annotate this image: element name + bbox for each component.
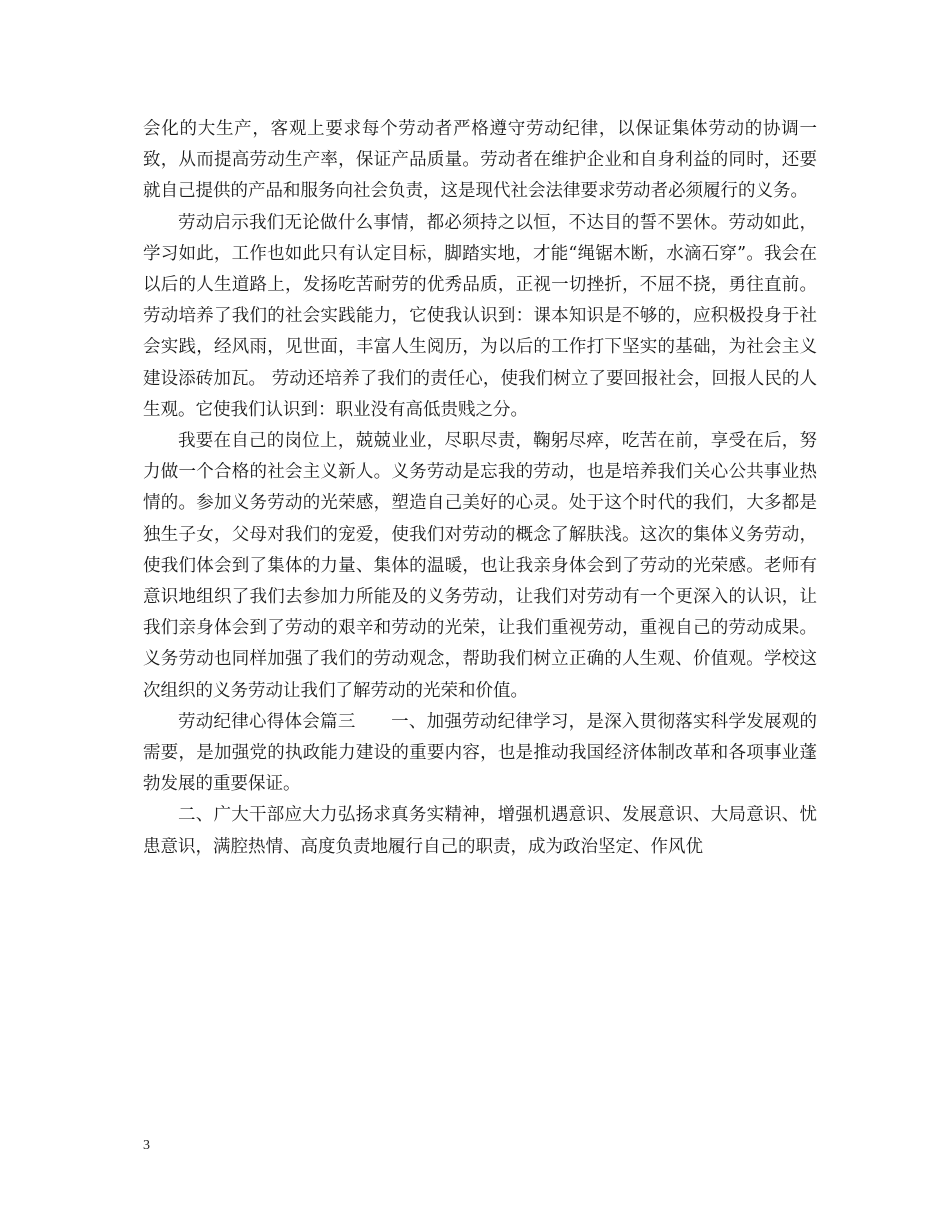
paragraph-3: 我要在自己的岗位上，兢兢业业，尽职尽责，鞠躬尽瘁，吃苦在前，享受在后，努力做一个合格的社会主义新人。义务劳动是忘我的劳动，也是培养我们关心公共事业热情的。参加义务劳动的光荣感，塑造自己美好的心灵。处于这个时代的我们，大多都是独生子女，父母对我们的宠爱，使我们对劳动的概念了解肤浅。这次的集体义务劳动，使我们体会到了集体的力量、集体的温暖，也让我亲身体会到了劳动的光荣感。老师有意识地组织了我们去参加力所能及的义务劳动，让我们对劳动有一个更深入的认识，让我们亲身体会到了劳动的艰辛和劳动的光荣，让我们重视劳动，重视自己的劳动成果。义务劳动也同样加强了我们的劳动观念，帮助我们树立正确的人生观、价值观。学校这次组织的义务劳动让我们了解劳动的光荣和价值。 — [143, 431, 817, 701]
page-number: 3 — [143, 1138, 150, 1153]
paragraph-1: 会化的大生产，客观上要求每个劳动者严格遵守劳动纪律，以保证集体劳动的协调一致，从而提高劳动生产率，保证产品质量。劳动者在维护企业和自身利益的同时，还要就自己提供的产品和服务向社会负责，这是现代社会法律要求劳动者必须履行的义务。 — [143, 119, 817, 202]
paragraph-2: 劳动启示我们无论做什么事情，都必须持之以恒，不达目的誓不罢休。劳动如此，学习如此，工作也如此只有认定目标，脚踏实地，才能“绳锯木断，水滴石穿”。我会在以后的人生道路上，发扬吃苦耐劳的优秀品质，正视一切挫折，不屈不挠，勇往直前。 劳动培养了我们的社会实践能力，它使我认识到：课本知识是不够的，应积极投身于社会实践，经风雨，见世面，丰富人生阅历，为以后的工作打下坚实的基础，为社会主义建设添砖加瓦。 劳动还培养了我们的责任心，使我们树立了要回报社会，回报人民的人生观。它使我们认识到：职业没有高低贵贱之分。 — [143, 212, 817, 420]
document-body — [143, 114, 817, 863]
paragraph-5: 二、广大干部应大力弘扬求真务实精神，增强机遇意识、发展意识、大局意识、忧患意识，满腔热情、高度负责地履行自己的职责，成为政治坚定、作风优 — [143, 805, 817, 857]
paragraph-4: 劳动纪律心得体会篇三 一、加强劳动纪律学习，是深入贯彻落实科学发展观的需要，是加强党的执政能力建设的重要内容，也是推动我国经济体制改革和各项事业蓬勃发展的重要保证。 — [143, 711, 817, 795]
